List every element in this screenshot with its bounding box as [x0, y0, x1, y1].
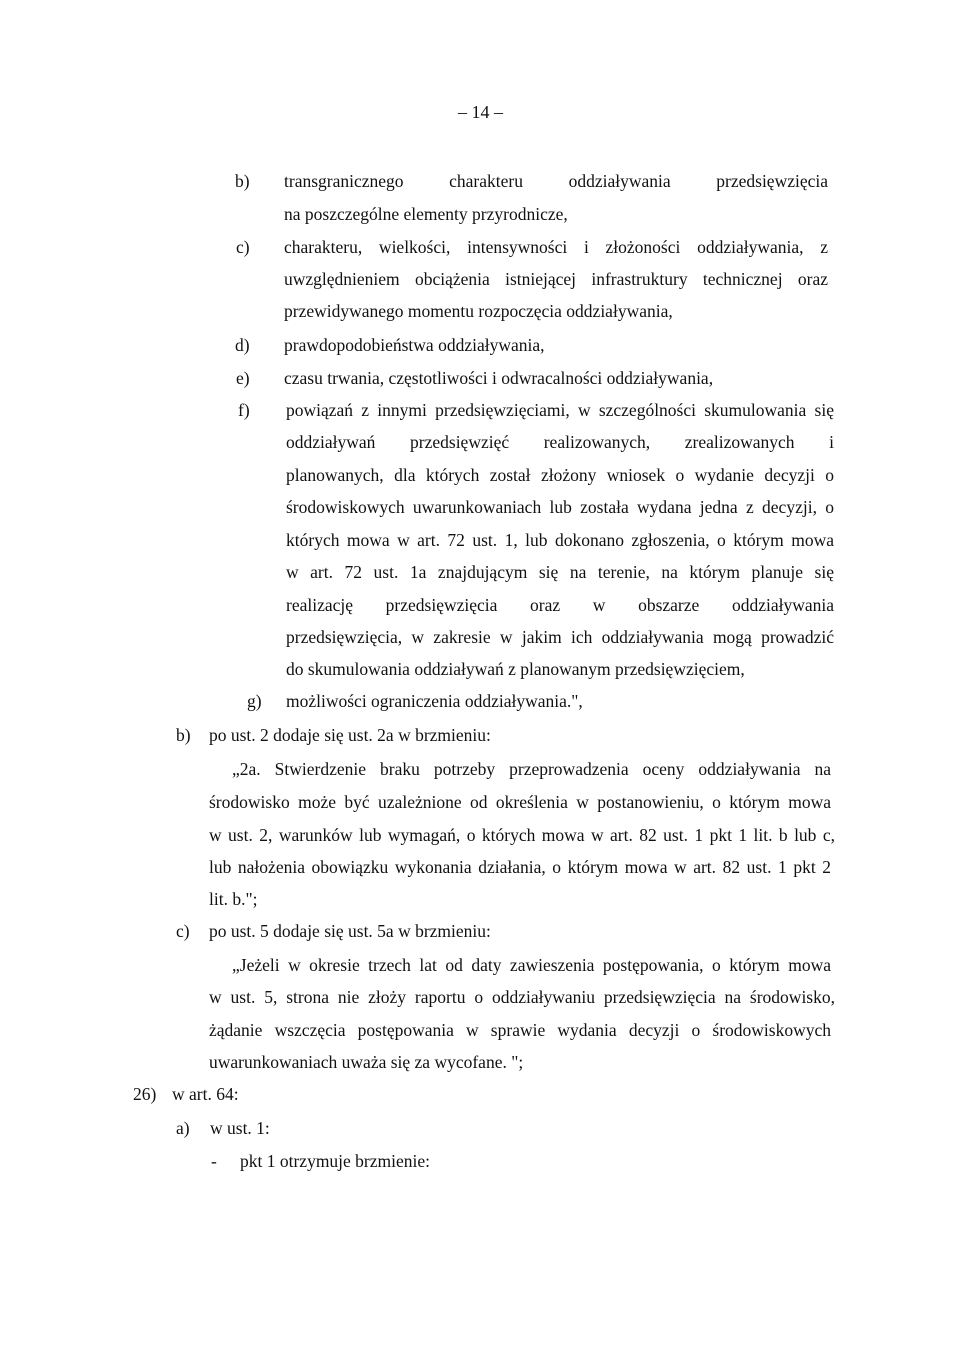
list-marker-c-sub: c): [176, 921, 190, 941]
text-line: charakteru, wielkości, intensywności i złożoności oddziaływania, z: [284, 237, 828, 257]
text-line: oddziaływań przedsięwzięć realizowanych, zrealizowanych i: [286, 432, 834, 452]
text-line: lub nałożenia obowiązku wykonania działania, o którym mowa w art. 82 ust. 1 pkt 2: [209, 857, 831, 877]
text-line: po ust. 2 dodaje się ust. 2a w brzmieniu:: [209, 725, 491, 745]
text-line: pkt 1 otrzymuje brzmienie:: [240, 1151, 431, 1171]
text-line: planowanych, dla których został złożony wniosek o wydanie decyzji o: [286, 465, 834, 485]
page-number: – 14 –: [458, 102, 503, 122]
text-line: których mowa w art. 72 ust. 1, lub dokonano zgłoszenia, o którym mowa: [286, 530, 834, 550]
list-marker-e: e): [236, 368, 250, 388]
text-line: w ust. 5, strona nie złoży raportu o oddziaływaniu przedsięwzięcia na środowisko,: [209, 987, 835, 1007]
text-line: na poszczególne elementy przyrodnicze,: [284, 204, 568, 224]
text-line: realizację przedsięwzięcia oraz w obszarze oddziaływania: [286, 595, 834, 615]
text-line: możliwości ograniczenia oddziaływania.",: [286, 691, 583, 711]
list-marker-g: g): [247, 691, 262, 711]
text-line: do skumulowania oddziaływań z planowanym przedsięwzięciem,: [286, 659, 745, 679]
text-line: żądanie wszczęcia postępowania w sprawie wydania decyzji o środowiskowych: [209, 1020, 831, 1040]
text-line: uwzględnieniem obciążenia istniejącej infrastruktury technicznej oraz: [284, 269, 828, 289]
text-line: środowisko może być uzależnione od określenia w postanowieniu, o którym mowa: [209, 792, 831, 812]
text-line: powiązań z innymi przedsięwzięciami, w szczególności skumulowania się: [286, 400, 834, 420]
text-line: uwarunkowaniach uważa się za wycofane. ";: [209, 1052, 524, 1072]
list-marker-c: c): [236, 237, 250, 257]
text-line: po ust. 5 dodaje się ust. 5a w brzmieniu:: [209, 921, 491, 941]
list-marker-b: b): [235, 171, 250, 191]
text-line: lit. b.";: [209, 889, 258, 909]
list-marker-f: f): [238, 400, 250, 420]
list-marker-b-sub: b): [176, 725, 191, 745]
list-marker-dash: -: [211, 1151, 217, 1171]
list-marker-d: d): [235, 335, 250, 355]
text-line: środowiskowych uwarunkowaniach lub została wydana jedna z decyzji, o: [286, 497, 834, 517]
text-line: „Jeżeli w okresie trzech lat od daty zawieszenia postępowania, o którym mowa: [232, 955, 831, 975]
text-line: w ust. 1:: [210, 1118, 270, 1138]
text-line: w art. 72 ust. 1a znajdującym się na terenie, na którym planuje się: [286, 562, 834, 582]
text-line: w art. 64:: [172, 1084, 239, 1104]
list-marker-a: a): [176, 1118, 190, 1138]
text-line: przewidywanego momentu rozpoczęcia oddziaływania,: [284, 301, 673, 321]
list-marker-26: 26): [133, 1084, 157, 1104]
text-line: „2a. Stwierdzenie braku potrzeby przeprowadzenia oceny oddziaływania na: [232, 759, 831, 779]
text-line: czasu trwania, częstotliwości i odwracalności oddziaływania,: [284, 368, 714, 388]
text-line: w ust. 2, warunków lub wymagań, o których mowa w art. 82 ust. 1 pkt 1 lit. b lub c,: [209, 825, 835, 845]
text-line: przedsięwzięcia, w zakresie w jakim ich oddziaływania mogą prowadzić: [286, 627, 834, 647]
text-line: transgranicznego charakteru oddziaływania przedsięwzięcia: [284, 171, 828, 191]
text-line: prawdopodobieństwa oddziaływania,: [284, 335, 545, 355]
